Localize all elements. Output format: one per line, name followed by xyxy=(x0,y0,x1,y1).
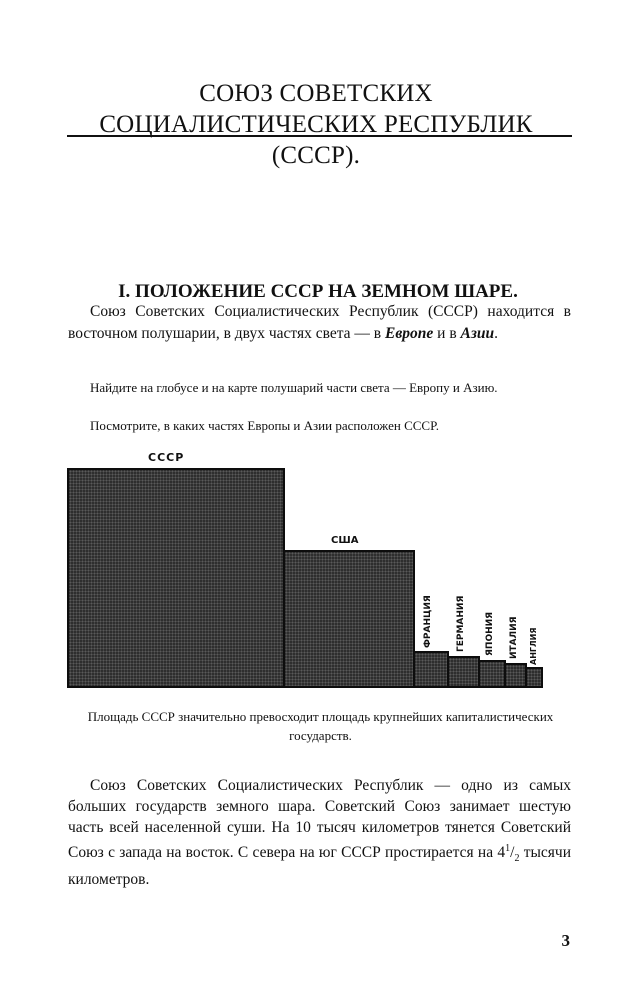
fraction-whole: 4 xyxy=(497,844,506,862)
chapter-title: СОЮЗ СОВЕТСКИХ СОЦИАЛИСТИЧЕСКИХ РЕСПУБЛИК (СССР). xyxy=(99,80,533,169)
bar-france xyxy=(413,651,449,688)
label-japan: ЯПОНИЯ xyxy=(485,611,495,656)
body-paragraph xyxy=(68,775,571,890)
label-germany: ГЕРМАНИЯ xyxy=(456,595,466,652)
page-number: 3 xyxy=(561,931,570,950)
bar-japan xyxy=(478,660,506,688)
intro-and: и в xyxy=(433,325,461,342)
label-england: АНГЛИЯ xyxy=(529,627,538,665)
fraction xyxy=(497,843,520,865)
asia-term: Азии xyxy=(460,325,495,342)
europe-term: Европе xyxy=(385,325,434,342)
fraction-numerator: 1 xyxy=(505,843,511,854)
fraction-denominator: 2 xyxy=(514,853,520,865)
bar-england xyxy=(525,667,543,688)
body-text: Союз Советских Социалистических Республик — одно из самых больших государств земного шара. Советский Союз занимает шестую часть всей населенной суши. На 10 тысяч километров тянется Советский Союз с запада на восток. С севера на юг СССР простирается на xyxy=(68,777,571,862)
title-rule xyxy=(67,135,572,137)
label-ussr: СССР xyxy=(148,451,185,464)
figure-caption: Площадь СССР значительно превосходит площадь крупнейших капиталистических государств. xyxy=(87,709,554,743)
bar-ussr xyxy=(67,468,285,688)
section-heading: I. ПОЛОЖЕНИЕ СССР НА ЗЕМНОМ ШАРЕ. xyxy=(118,281,518,302)
fraction-slash: / xyxy=(510,844,515,862)
body-tail: тысячи километров. xyxy=(68,844,571,889)
intro-end: . xyxy=(494,325,499,342)
task-2: Посмотрите, в каких частях Европы и Азии расположен СССР. xyxy=(90,418,439,433)
label-italy: ИТАЛИЯ xyxy=(509,616,519,659)
bar-italy xyxy=(504,663,527,688)
bar-usa xyxy=(283,550,415,688)
intro-text: Союз Советских Социалистических Республик (СССР) находится в восточном полушарии, в двух частях света — в xyxy=(68,303,571,342)
label-france: ФРАНЦИЯ xyxy=(423,595,433,648)
intro-paragraph xyxy=(68,301,571,345)
label-usa: США xyxy=(331,535,359,546)
bar-germany xyxy=(447,656,480,688)
task-1: Найдите на глобусе и на карте полушарий части света — Европу и Азию. xyxy=(90,380,498,395)
